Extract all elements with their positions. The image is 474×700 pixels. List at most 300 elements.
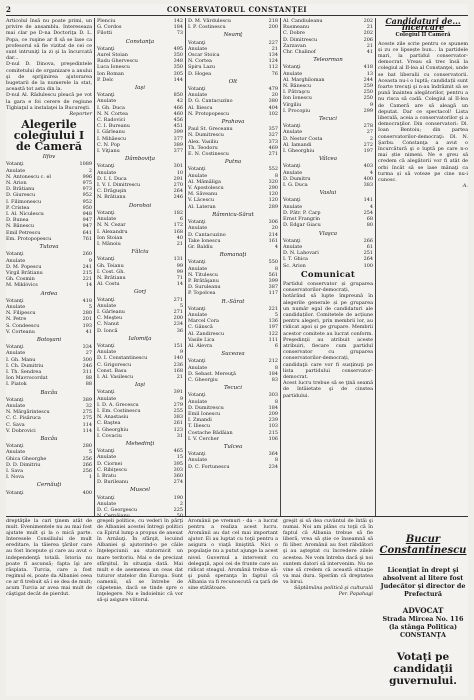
candidate-name: Votanţi — [97, 256, 115, 263]
vote-count: 151 — [173, 342, 183, 349]
candidate-name: Anulate — [97, 454, 117, 461]
vote-count: 206 — [363, 36, 373, 43]
candidate-name: Votanţi — [97, 389, 115, 396]
candidate-name: D. Ioncă — [97, 327, 118, 334]
candidate-name: I. Al. Vasilescu — [97, 373, 134, 380]
results-list — [6, 154, 92, 496]
candidate-name: Anulate — [6, 257, 26, 264]
candidate-name: D. Dumitrescu — [188, 404, 224, 411]
candidate-name: Votanţi — [283, 237, 301, 244]
vote-count: 202 — [363, 18, 373, 24]
candidate-name: Virgil Brătianu — [6, 269, 43, 276]
vote-count: 357 — [268, 126, 278, 133]
vote-count: 8 — [274, 457, 278, 464]
vote-count: 271 — [268, 151, 278, 158]
vote-count: 161 — [268, 237, 278, 244]
vote-count: 71 — [176, 274, 183, 281]
vote-count: 221 — [268, 305, 278, 312]
candidate-name: C. Sava — [6, 421, 25, 428]
bottom-column-2 — [97, 518, 183, 696]
vote-count: 383 — [363, 182, 373, 189]
candidate-name: N. Protopopescu — [188, 110, 230, 117]
vote-count: 334 — [82, 344, 92, 351]
district-title: Tecuci — [224, 385, 242, 392]
candidate-name: D. M. Popescu — [6, 263, 42, 270]
vote-count: 14 — [176, 281, 183, 288]
candidate-name: D. N. Lahovari — [283, 250, 319, 257]
candidate-name: Votanţi — [97, 163, 115, 170]
candidate-name: Gr. Baldiu — [188, 243, 213, 250]
article-text: Articolul însă nu poate primi, un privire de ansamblu. Intereseaza mai clar pe D-na Doctoriţa D. L. Popa, ce ruşine ar fi să se lase ca profesorul să fie vizitat de cei ce sunt intruniţi la zi şi la încurcată dar... — [6, 18, 92, 62]
district-title: Vlaşca — [318, 230, 338, 237]
vote-count: 469 — [268, 144, 278, 151]
candidate-name: N. Antonescu c. el — [6, 173, 51, 180]
candidate-name: Votanţi — [6, 297, 24, 304]
vote-count: 303 — [268, 392, 278, 399]
vote-count: 99 — [176, 268, 183, 275]
candidate-name: N. Petre — [6, 316, 27, 323]
vote-count: 291 — [173, 175, 183, 182]
vote-count: 103 — [268, 423, 278, 430]
candidate-name: Votanţi — [188, 166, 206, 173]
vote-count: 168 — [173, 228, 183, 235]
district-title: Bacău — [40, 389, 58, 396]
candidate-name: I. Gârleanu — [97, 308, 125, 315]
candidate-name: D. Bunea — [6, 217, 29, 224]
candidate-name: Gh. Teianu — [97, 262, 124, 269]
candidate-name: Spiru Lazu — [188, 64, 215, 71]
result-row — [188, 244, 278, 250]
candidate-name: I. P. Costinescu — [188, 24, 226, 31]
candidate-name: Votanţi — [6, 443, 24, 450]
vote-count: 479 — [268, 86, 278, 93]
candidate-name: D. Giurescu — [6, 192, 36, 199]
district-title: Fălciu — [131, 249, 149, 256]
candidate-name: Al. Candiuleanu — [283, 18, 323, 24]
candidate-name: N. Bănescu — [6, 223, 35, 230]
candidate-name: Anulate — [283, 243, 303, 250]
vote-count: 465 — [173, 448, 183, 455]
result-row — [6, 236, 92, 242]
district-title: Vâlcea — [318, 156, 338, 163]
candidate-name: N. Filipescu — [6, 310, 36, 317]
vote-count: 215 — [82, 269, 92, 276]
candidate-name: Votanţi — [97, 494, 115, 501]
candidate-name: Vasile Lica — [188, 336, 215, 343]
district-title: Dorohoi — [128, 202, 152, 209]
district-title: Ialomiţa — [128, 335, 152, 342]
candidate-name: C. Dobre — [283, 30, 305, 37]
vote-count: 266 — [82, 461, 92, 468]
candidate-name: N. Dumitrescu — [188, 132, 224, 139]
candidaturi-title: Candidaturi de... încercare — [385, 16, 461, 33]
district-title: Muscel — [129, 487, 151, 494]
district-title: Iaşi — [134, 85, 146, 92]
vote-count: 134 — [268, 52, 278, 59]
article-text: D-nul Al. Rădulescu pleacă pe vot la gara e foi cerere de regiune Tigbiaţul a instalaţei la Bucureşti. — [6, 92, 92, 111]
vote-count: 9 — [88, 257, 92, 264]
vote-count: 136 — [268, 318, 278, 325]
vote-count: 6 — [179, 216, 183, 223]
vote-count: 5 — [274, 311, 278, 318]
vote-count: 280 — [82, 443, 92, 450]
page-number: 2 — [6, 5, 11, 14]
candidate-name: Aurel Stoian — [97, 52, 128, 59]
column-4 — [283, 18, 373, 516]
vote-count: 114 — [82, 421, 92, 428]
vote-count: 8 — [274, 398, 278, 405]
column-divider — [94, 18, 95, 516]
result-row — [188, 111, 278, 117]
candidate-name: D. Ciornei — [97, 460, 123, 467]
vote-count: 246 — [82, 362, 92, 369]
vote-count: 50 — [176, 513, 183, 520]
candidate-name: N. N. Cortea — [97, 110, 128, 117]
candidate-name: Anulate — [6, 167, 26, 174]
district-title: Botoşani — [36, 336, 62, 343]
candidate-name: V. Apostolescu — [188, 185, 224, 192]
candidate-name: Anulate — [6, 449, 26, 456]
result-row — [283, 148, 373, 154]
district-title: Tutova — [39, 244, 59, 251]
candidate-name: I. V. Cercher — [188, 435, 219, 442]
candidate-name: D. Pătr. P. Carp — [283, 209, 321, 216]
vote-count: 399 — [268, 277, 278, 284]
vote-count: 8 — [274, 172, 278, 179]
candidate-name: Ion Ionescu — [283, 95, 312, 102]
result-row — [283, 182, 373, 188]
result-row — [6, 282, 92, 288]
district-title: Ilfov — [42, 154, 56, 161]
candidate-name: Anulate — [283, 169, 303, 176]
ad-role: ADVOCAT — [402, 606, 444, 615]
results-list — [188, 18, 278, 470]
vote-count: 271 — [173, 296, 183, 303]
vote-count: 124 — [268, 58, 278, 65]
vote-count: 2 — [179, 500, 183, 507]
vote-count: 184 — [173, 24, 183, 31]
candidate-name: I. Gârleanu — [97, 129, 125, 136]
candidate-name: D. Cantacuzino — [188, 231, 226, 238]
candidate-name: N. Cernăianu — [97, 513, 130, 520]
vote-count: 117 — [268, 290, 278, 297]
candidate-name: S. Condeescu — [6, 322, 40, 329]
candidate-name: Anulate — [97, 349, 117, 356]
vote-count: 36 — [176, 327, 183, 334]
vote-count: 193 — [82, 322, 92, 329]
candidate-name: Anulate — [6, 303, 26, 310]
result-row — [6, 329, 92, 335]
candidate-name: D. C. Fortunescu — [188, 463, 230, 470]
result-row — [97, 479, 183, 485]
vote-count: 41 — [85, 328, 92, 335]
candidaturi-subtitle: Colegiul II Cameră — [395, 32, 451, 39]
vote-count: 271 — [173, 308, 183, 315]
candidate-name: D. I. I. Duca — [97, 175, 127, 182]
ad-line: Licenţiat în drept şi absolvent al litere fost — [382, 566, 464, 582]
vote-count: 190 — [173, 494, 183, 501]
candidate-name: C. Nanut — [97, 321, 120, 328]
candidate-name: I. Bratu — [97, 473, 117, 480]
result-row — [97, 281, 183, 287]
candidate-name: C. Ribiţescu — [97, 466, 127, 473]
vote-count: 260 — [82, 251, 92, 258]
vote-count: 182 — [173, 209, 183, 216]
vote-count: 31 — [176, 432, 183, 439]
result-row — [97, 30, 183, 36]
vote-count: 197 — [268, 324, 278, 331]
candidate-name: Anulate — [188, 311, 208, 318]
candidate-name: I. Alexandru — [97, 228, 128, 235]
vote-count: 950 — [82, 204, 92, 211]
vote-count: 320 — [268, 178, 278, 185]
vote-count: 241 — [82, 263, 92, 270]
vote-count: 100 — [363, 262, 373, 269]
candidate-name: Emil Petrescu — [6, 229, 41, 236]
vote-count: 4 — [369, 169, 373, 176]
candidate-name: Alex. Vasiliu — [188, 138, 219, 145]
vote-count: 850 — [173, 92, 183, 99]
vote-count: 27 — [85, 350, 92, 357]
candidate-name: Ion Stoian — [97, 234, 123, 241]
vote-count: 387 — [268, 284, 278, 291]
candidate-name: P. Brătăşanu — [188, 277, 219, 284]
vote-count: 227 — [268, 39, 278, 46]
candidate-name: I. Nova — [6, 474, 24, 481]
vote-count: 255 — [173, 407, 183, 414]
result-row — [283, 222, 373, 228]
column-3 — [188, 18, 278, 516]
district-title: Iaşi — [134, 382, 146, 389]
vote-count: 172 — [173, 222, 183, 229]
vote-count: 403 — [363, 163, 373, 170]
vote-count: 996 — [82, 173, 92, 180]
district-title: R.-Sărat — [221, 298, 245, 305]
vote-count: 299 — [363, 107, 373, 114]
candidate-name: I. Viţianu — [97, 148, 120, 155]
candidate-name: Votanţi — [97, 342, 115, 349]
candidate-name: Votanţi — [97, 45, 115, 52]
candidate-name: I. Covaciu — [97, 432, 122, 439]
candidate-name: D. I. Constantinescu — [97, 355, 148, 362]
candidate-name: Al. Costu — [97, 281, 120, 288]
candidate-name: I. G. Duca — [283, 182, 308, 189]
vote-count: 380 — [268, 98, 278, 105]
candidate-name: I. Th. Sendrea — [6, 368, 42, 375]
vote-count: 303 — [173, 466, 183, 473]
candidate-name: Anulate — [188, 265, 208, 272]
candidate-name: Votanţi — [188, 305, 206, 312]
district-title: Bacău — [40, 435, 58, 442]
column-divider — [280, 18, 281, 516]
vote-count: 10 — [176, 169, 183, 176]
vote-slogan: Votaţi pe candidaţii guvernului. — [389, 651, 457, 687]
candidate-name: Votanţi — [97, 92, 115, 99]
candidate-name: I. Cost. Gh. — [97, 268, 125, 275]
candidate-name: Votanţi — [188, 392, 206, 399]
vote-count: 144 — [173, 76, 183, 83]
vote-count: 200 — [268, 24, 278, 31]
vote-count: 2 — [369, 135, 373, 142]
candidate-name: C. C. Pisăruca — [6, 415, 41, 422]
candidate-name: Votanţi — [283, 64, 301, 71]
vote-count: 200 — [173, 315, 183, 322]
district-title: Neamţ — [223, 32, 243, 39]
vote-count: 1 — [88, 474, 92, 481]
vote-count: 5 — [88, 303, 92, 310]
vote-count: 350 — [173, 64, 183, 71]
ad-name: Bucur Constantinescu — [379, 534, 467, 556]
candidate-name: I. Al. Niculescu — [6, 211, 44, 218]
result-row — [6, 428, 92, 434]
vote-count: 360 — [173, 473, 183, 480]
vote-count: 112 — [268, 64, 278, 71]
vote-count: 259 — [363, 83, 373, 90]
candidate-name: Votanţi — [188, 39, 206, 46]
candidate-name: C. Baştea — [97, 420, 121, 427]
vote-count: 251 — [363, 250, 373, 257]
candidate-name: I. T. Ghica — [283, 256, 308, 263]
candidate-name: Anulate — [97, 169, 117, 176]
vote-count: 311 — [82, 368, 92, 375]
candidate-name: D. Edgar Giacu — [283, 222, 321, 229]
candidate-name: D. Burileanu — [97, 479, 129, 486]
candidate-name: Anulate — [6, 350, 26, 357]
candidate-name: Anulate — [97, 500, 117, 507]
result-row — [283, 49, 373, 55]
vote-count: 168 — [173, 367, 183, 374]
district-title: Dâmboviţa — [124, 156, 156, 163]
candidate-name: D. Hogea — [188, 70, 212, 77]
candidate-name: Anulate — [188, 45, 208, 52]
vote-count: 246 — [173, 194, 183, 201]
candidate-name: E. N. Costinescu — [188, 151, 229, 158]
vote-count: 114 — [82, 427, 92, 434]
vote-count: 254 — [363, 209, 373, 216]
vote-count: 221 — [82, 276, 92, 283]
comunicat-title: Comunicat — [300, 269, 356, 280]
candidate-name: Paul St. Greceanu — [188, 126, 233, 133]
vote-count: 5 — [179, 302, 183, 309]
vote-count: 42 — [176, 98, 183, 105]
candidate-name: T. Iliescu — [188, 423, 211, 430]
candidate-name: C. Gheorgiu — [188, 376, 218, 383]
ad-line: Judecător şi director de Prefectură — [380, 582, 466, 598]
article-text: Aromânii pe vremuri - da - a lucrat pentru a realiza acest lucru. Aromânii au dat cel mai important ajutor. Ei au luptat cu toţii pentru a asigura o viaţă liniştită. Nici o populaţie nu a putut ajunge la acest nivel. Guvernul a intervenit cu delegaţii, apoi cei de frunte care au ridicat steagul. Aromânii trebue să-şi pună speranţa în faptul că Albania va fi recunoscută ca ţară de sine stătătoare. — [188, 518, 278, 592]
district-title: Constanţa — [125, 38, 155, 45]
vote-count: 142 — [173, 18, 183, 24]
vote-count: 212 — [268, 358, 278, 365]
vote-count: 1089 — [79, 161, 92, 168]
vote-count: 73 — [176, 30, 183, 37]
vote-count: 400 — [363, 175, 373, 182]
vote-count: 460 — [173, 110, 183, 117]
candidate-name: Al. Alevra — [188, 342, 213, 349]
vote-count: 61 — [366, 243, 373, 250]
result-row — [97, 148, 183, 154]
vote-count: 214 — [268, 231, 278, 238]
vote-count: 275 — [82, 409, 92, 416]
candidate-name: Plenciu — [97, 18, 116, 24]
vote-count: 201 — [82, 316, 92, 323]
vote-count: 244 — [363, 76, 373, 83]
candidate-name: M. Miklóvics — [6, 282, 38, 289]
vote-count: 80 — [366, 222, 373, 229]
candidate-name: Al. Mămăliga — [188, 178, 221, 185]
vote-count: 289 — [268, 203, 278, 210]
candidate-name: I. Gh. Duca — [97, 104, 125, 111]
result-row — [188, 290, 278, 296]
candidate-name: Votanţi — [283, 123, 301, 130]
candidate-name: I. Mănoiu — [97, 240, 121, 247]
district-title: Putna — [224, 159, 242, 166]
candidate-name: N. Mărgărintescu — [6, 409, 50, 416]
candidate-name: Ion Roman — [97, 70, 124, 77]
vote-count: 111 — [268, 336, 278, 343]
result-row — [97, 433, 183, 439]
vote-count: 466 — [173, 104, 183, 111]
result-row — [6, 490, 92, 496]
reporter-signature: Reporter — [69, 111, 92, 118]
candidate-name: D. G. Cantacuzino — [188, 98, 233, 105]
candidate-name: Rusmeanu — [283, 24, 310, 31]
vote-count: 389 — [82, 396, 92, 403]
vote-count: 88 — [85, 375, 92, 382]
vote-count: 350 — [173, 52, 183, 59]
district-title: Tecuci — [319, 116, 337, 123]
vote-count: 8 — [274, 364, 278, 371]
candidate-name: I. Ch. Dumitriu — [6, 362, 44, 369]
vote-count: 264 — [173, 188, 183, 195]
candidate-name: I. Mihăescu — [97, 135, 126, 142]
candidate-name: Anulate — [283, 129, 303, 136]
candidate-name: Sc. Arion — [283, 262, 306, 269]
candidate-name: Al. Iliescu — [188, 104, 213, 111]
section-divider — [6, 516, 468, 517]
candidate-name: P. Cristea — [6, 204, 30, 211]
vote-count: 305 — [173, 70, 183, 77]
vote-count: 20 — [271, 92, 278, 99]
vote-count: 236 — [173, 361, 183, 368]
result-row — [188, 377, 278, 383]
article-text: dreptăţile la cari ţinem atât de mult. Evenimentele nu au mai fost ajutate mult şi la o mică parte. Interesele Consiliului de mult ereditare, la tăierea ţărilor care au fost începute şi care au avut o independenţă totală. Istoria nu poate fi ascunsă; fapta îşi are răsplata. Turcia, care a fost regimul ei, poate da Albaniei ceea ce ar fi trebuit să i se dea de mult; acum Turcia ar avea mai mult de câştigat decât de pierdut. — [6, 518, 92, 598]
result-row — [188, 71, 278, 77]
vote-count: 456 — [173, 117, 183, 124]
candidate-name: Gh. Cosmin — [6, 276, 35, 283]
vote-count: 140 — [173, 355, 183, 362]
candidate-name: V. Corteanu — [6, 328, 35, 335]
bottom-column-1 — [6, 518, 92, 696]
district-title: Prahova — [221, 119, 245, 126]
result-row — [283, 108, 373, 114]
result-row — [188, 151, 278, 157]
candidate-name: Ion Mavrocordat — [6, 375, 48, 382]
vote-count: 275 — [82, 415, 92, 422]
candidate-name: Radu Ghervescu — [97, 58, 138, 65]
vote-count: 364 — [268, 451, 278, 458]
vote-count: 123 — [173, 426, 183, 433]
comunicat-end: Acest lucru trebue să se ţină seamă de întâietate şi de cinstea partidului. — [283, 380, 373, 399]
candidate-name: N. Arion — [6, 180, 27, 187]
vote-count: 327 — [268, 132, 278, 139]
candidate-name: C. Drăguşin — [97, 188, 127, 195]
candidate-name: Al. Lateran — [188, 203, 216, 210]
candidate-name: Filotti — [97, 30, 112, 37]
bottom-column-4 — [283, 518, 373, 696]
vote-count: 2 — [88, 167, 92, 174]
candidate-name: N. Cortea — [188, 58, 212, 65]
candidate-name: N. Titulescu — [188, 271, 218, 278]
